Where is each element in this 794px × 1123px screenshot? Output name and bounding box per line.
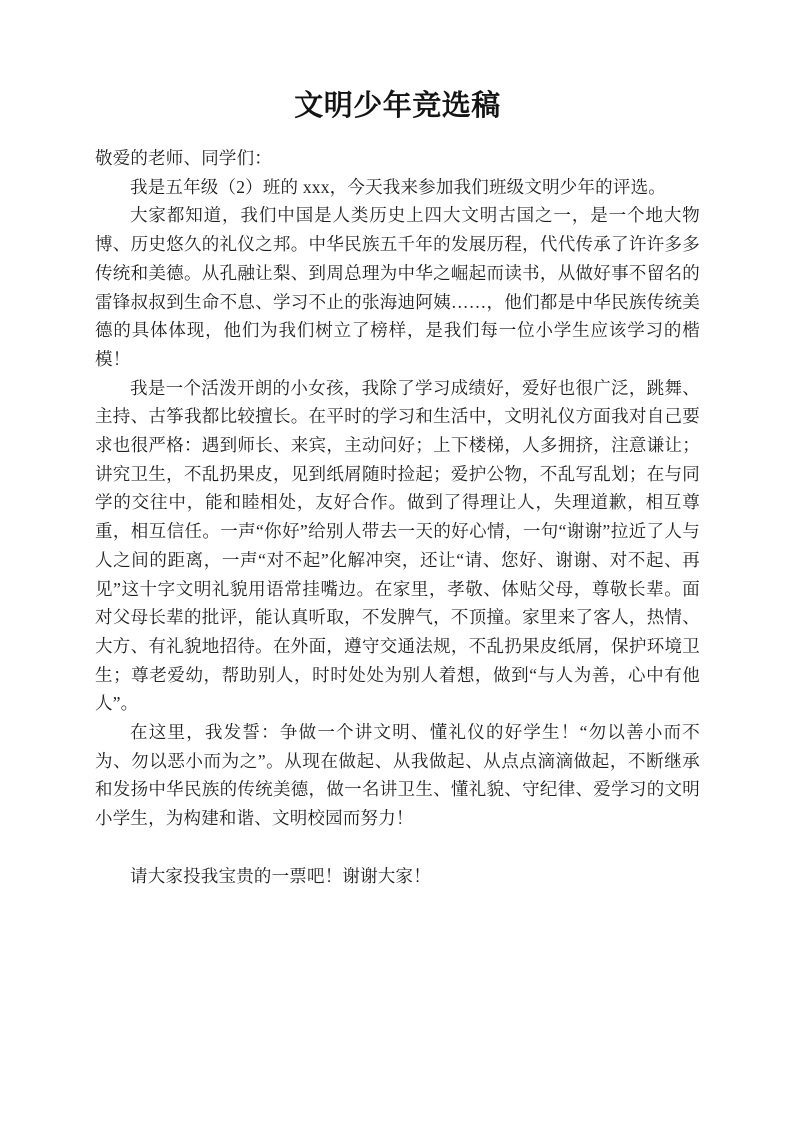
document-title: 文明少年竞选稿	[294, 90, 501, 122]
paragraph-introduction: 我是五年级（2）班的 xxx，今天我来参加我们班级文明少年的评选。	[130, 176, 666, 197]
paragraph-self-description: 我是一个活泼开朗的小女孩，我除了学习成绩好，爱好也很广泛，跳舞、主持、古筝我都比较擅长。在平时的学习和生活中，文明礼仪方面我对自己要求也很严格：遇到师长、来宾，主动问好；上下楼梯，人多拥挤，注意谦让；讲究卫生，不乱扔果皮，见到纸屑随时捡起；爱护公物，不乱写乱划；在与同学的交往中，能和睦相处，友好合作。做到了得理让人，失理道歉，相互尊重，相互信任。一声“你好”给别人带去一天的好心情，一句“谢谢”拉近了人与人之间的距离，一声“对不起”化解冲突，还让“请、您好、谢谢、对不起、再见”这十字文明礼貌用语常挂嘴边。在家里，孝敬、体贴父母，尊敬长辈。面对父母长辈的批评，能认真听取，不发脾气，不顶撞。家里来了客人，热情、大方、有礼貌地招待。在外面，遵守交通法规，不乱扔果皮纸屑，保护环境卫生；尊老爱幼，帮助别人，时时处处为别人着想，做到“与人为善，心中有他人”。	[95, 377, 700, 714]
document-body	[95, 144, 700, 891]
salutation-line: 敬爱的老师、同学们：	[95, 148, 272, 168]
paragraph-tradition: 大家都知道，我们中国是人类历史上四大文明古国之一，是一个地大物博、历史悠久的礼仪之邦。中华民族五千年的发展历程，代代传承了许许多多传统和美德。从孔融让梨、到周总理为中华之崛起而读书，从做好事不留名的雷锋叔叔到生命不息、学习不止的张海迪阿姨……，他们都是中华民族传统美德的具体体现，他们为我们树立了榜样，是我们每一位小学生应该学习的楷模！	[95, 205, 700, 369]
closing-line: 请大家投我宝贵的一票吧！谢谢大家！	[130, 865, 431, 886]
paragraph-pledge: 在这里，我发誓：争做一个讲文明、懂礼仪的好学生！“勿以善小而不为、勿以恶小而为之”。从现在做起、从我做起、从点点滴滴做起，不断继承和发扬中华民族的传统美德，做一名讲卫生、懂礼貌、守纪律、爱学习的文明小学生，为构建和谐、文明校园而努力！	[95, 722, 700, 829]
